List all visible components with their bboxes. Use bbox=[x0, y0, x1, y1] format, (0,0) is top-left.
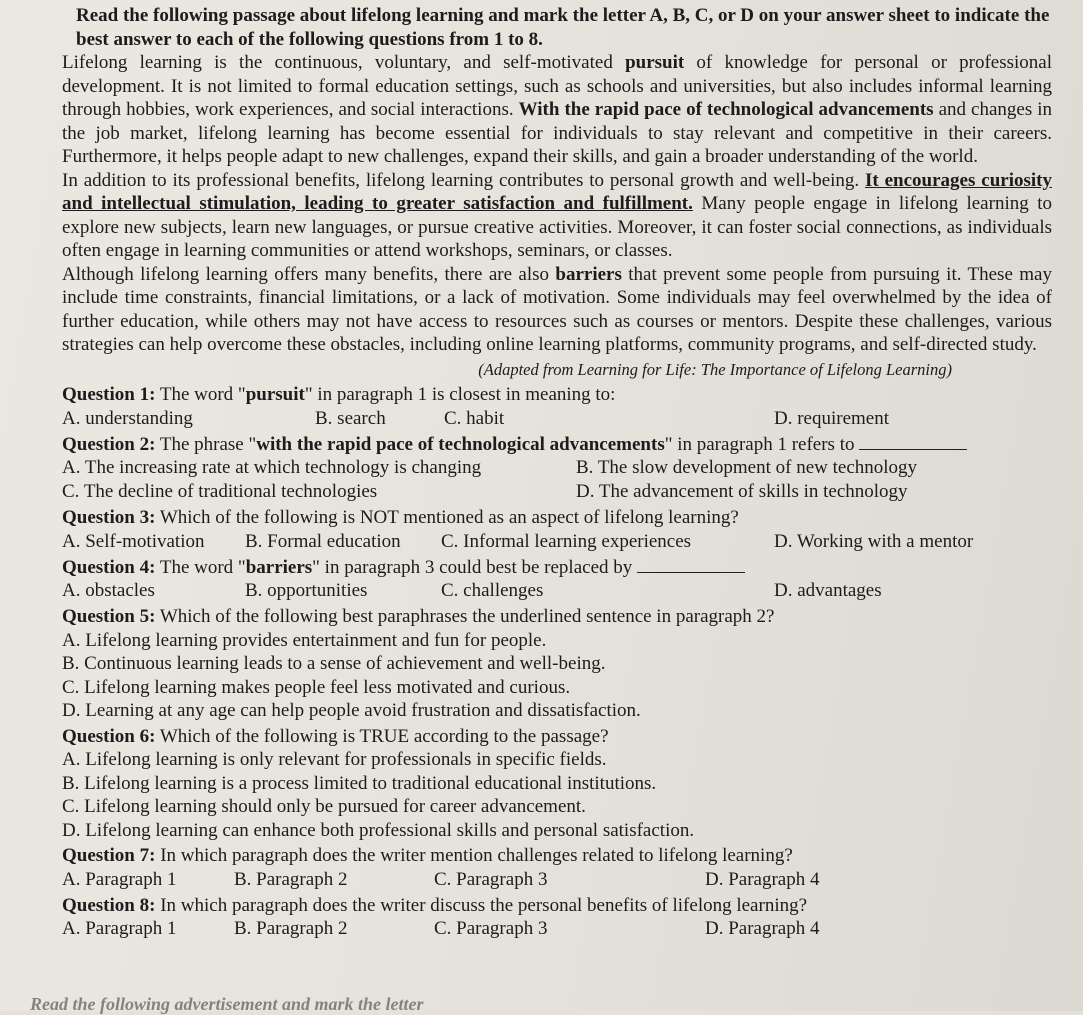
q4-bold: barriers bbox=[245, 556, 313, 578]
q8-options bbox=[62, 917, 1052, 941]
q5-option-c[interactable]: C. Lifelong learning makes people feel less motivated and curious. bbox=[62, 676, 571, 698]
q6-option-d[interactable]: D. Lifelong learning can enhance both professional skills and personal satisfaction. bbox=[62, 819, 695, 841]
q2-text-2: " in paragraph 1 refers to bbox=[664, 433, 860, 455]
q8-label: Question 8: bbox=[62, 894, 156, 916]
q3-text: Which of the following is NOT mentioned as an aspect of lifelong learning? bbox=[155, 507, 739, 528]
q7-options bbox=[62, 868, 1052, 892]
q2-option-b[interactable]: B. The slow development of new technology bbox=[576, 457, 918, 478]
q3-label: Question 3: bbox=[62, 507, 156, 528]
q1-option-a[interactable]: A. understanding bbox=[62, 407, 193, 429]
q2-blank bbox=[859, 433, 967, 450]
q3-options bbox=[62, 530, 1052, 554]
q6-text: Which of the following is TRUE according to the passage? bbox=[155, 725, 609, 747]
q4-blank bbox=[637, 556, 745, 573]
q2-option-a[interactable]: A. The increasing rate at which technology is changing bbox=[62, 457, 482, 478]
q8-option-d[interactable]: D. Paragraph 4 bbox=[705, 918, 820, 939]
q3-option-d[interactable]: D. Working with a mentor bbox=[774, 530, 974, 552]
paragraph-1 bbox=[62, 51, 1052, 169]
q7-text: In which paragraph does the writer mention challenges related to lifelong learning? bbox=[155, 845, 793, 866]
p1-text-2: of knowledge for personal or professional development. It is not limited to formal education settings, such as schools and universities, but also includes informal learning through hobbies, work experiences, and social interactions. bbox=[62, 52, 1052, 120]
q6-option-a[interactable]: A. Lifelong learning is only relevant for professionals in specific fields. bbox=[62, 749, 607, 770]
q5-label: Question 5: bbox=[62, 606, 156, 627]
question-5 bbox=[62, 605, 1052, 629]
paragraph-3 bbox=[62, 263, 1052, 357]
q8-option-c[interactable]: C. Paragraph 3 bbox=[434, 918, 548, 939]
question-4 bbox=[62, 556, 1052, 580]
q1-label: Question 1: bbox=[62, 384, 156, 405]
q3-option-b[interactable]: B. Formal education bbox=[245, 530, 401, 552]
q4-option-c[interactable]: C. challenges bbox=[441, 580, 544, 601]
p1-text-3: and changes in the job market, lifelong learning has become essential for individuals to stay relevant and competitive in their careers. Furthermore, it helps people adapt to new challenges, expand their skills, and gain a broader understanding of the world. bbox=[62, 99, 1053, 167]
q4-option-a[interactable]: A. obstacles bbox=[62, 580, 155, 601]
q7-option-c[interactable]: C. Paragraph 3 bbox=[434, 868, 548, 890]
q4-option-d[interactable]: D. advantages bbox=[774, 580, 882, 601]
q5-option-a[interactable]: A. Lifelong learning provides entertainment and fun for people. bbox=[62, 629, 547, 651]
question-7 bbox=[62, 844, 1052, 868]
q1-option-c[interactable]: C. habit bbox=[444, 407, 505, 429]
source-citation: (Adapted from Learning for Life: The Importance of Lifelong Learning) bbox=[478, 359, 952, 379]
q6-option-c[interactable]: C. Lifelong learning should only be pursued for career advancement. bbox=[62, 796, 586, 817]
p3-text: Although lifelong learning offers many benefits, there are also bbox=[62, 263, 556, 285]
instructions: Read the following passage about lifelong learning and mark the letter A, B, C, or D on your answer sheet to indicate the best answer to each of the following questions from 1 to 8. bbox=[76, 5, 1050, 50]
document-body bbox=[62, 4, 1052, 941]
q3-option-a[interactable]: A. Self-motivation bbox=[62, 530, 205, 552]
q1-bold: pursuit bbox=[245, 384, 305, 405]
p1-bold-phrase: With the rapid pace of technological advancements bbox=[518, 99, 934, 120]
q3-option-c[interactable]: C. Informal learning experiences bbox=[441, 530, 692, 552]
q5-option-b[interactable]: B. Continuous learning leads to a sense of achievement and well-being. bbox=[62, 653, 606, 674]
q1-text-2: " in paragraph 1 is closest in meaning to: bbox=[304, 384, 616, 405]
question-2 bbox=[62, 433, 1052, 457]
p2-underlined-sentence: It encourages curiosity and intellectual stimulation, leading to greater satisfaction and fulfillment. bbox=[62, 169, 1052, 214]
q7-option-b[interactable]: B. Paragraph 2 bbox=[234, 868, 348, 890]
paragraph-2 bbox=[62, 169, 1052, 263]
question-3 bbox=[62, 506, 1052, 530]
p3-bold-barriers: barriers bbox=[555, 263, 622, 285]
p2-text-2: Many people engage in lifelong learning to explore new subjects, learn new languages, or pursue creative activities. Moreover, it can foster social connections, as individuals often engage in learning communities or attend workshops, seminars, or classes. bbox=[62, 193, 1052, 261]
q8-option-b[interactable]: B. Paragraph 2 bbox=[234, 918, 348, 939]
p1-bold-pursuit: pursuit bbox=[625, 52, 685, 73]
q4-text-2: " in paragraph 3 could best be replaced by bbox=[312, 556, 637, 578]
q2-bold: with the rapid pace of technological advancements bbox=[256, 433, 665, 455]
q1-text: The word " bbox=[155, 384, 246, 405]
q4-options bbox=[62, 579, 1052, 603]
q8-text: In which paragraph does the writer discuss the personal benefits of lifelong learning? bbox=[155, 894, 808, 916]
q6-option-b[interactable]: B. Lifelong learning is a process limited to traditional educational institutions. bbox=[62, 772, 657, 794]
q2-text: The phrase " bbox=[155, 433, 257, 455]
next-section-heading-cutoff: Read the following advertisement and mark the letter bbox=[30, 994, 424, 1014]
q4-label: Question 4: bbox=[62, 556, 156, 578]
p1-text: Lifelong learning is the continuous, voluntary, and self-motivated bbox=[62, 52, 626, 73]
q6-label: Question 6: bbox=[62, 725, 156, 747]
q1-options bbox=[62, 407, 1052, 431]
q5-text: Which of the following best paraphrases the underlined sentence in paragraph 2? bbox=[155, 606, 775, 627]
q4-text: The word " bbox=[155, 556, 246, 578]
q5-option-d[interactable]: D. Learning at any age can help people avoid frustration and dissatisfaction. bbox=[62, 700, 641, 721]
q1-option-b[interactable]: B. search bbox=[315, 407, 386, 429]
q2-option-c[interactable]: C. The decline of traditional technologies bbox=[62, 481, 378, 502]
q2-options-row1 bbox=[62, 456, 1052, 480]
q8-option-a[interactable]: A. Paragraph 1 bbox=[62, 918, 177, 939]
question-6 bbox=[62, 725, 1052, 749]
q4-option-b[interactable]: B. opportunities bbox=[245, 580, 368, 601]
question-8 bbox=[62, 894, 1052, 918]
q7-label: Question 7: bbox=[62, 845, 156, 866]
question-1 bbox=[62, 383, 1052, 407]
p3-text-2: that prevent some people from pursuing it. These may include time constraints, financial limitations, or a lack of motivation. Some individuals may feel overwhelmed by the idea of further education, while others may not have access to resources such as courses or mentors. Despite these challenges, various strategies can help overcome these obstacles, including online learning platforms, community programs, and self-directed study. bbox=[62, 263, 1052, 355]
q2-label: Question 2: bbox=[62, 433, 156, 455]
q1-option-d[interactable]: D. requirement bbox=[774, 407, 890, 429]
p2-text: In addition to its professional benefits, lifelong learning contributes to personal growth and well-being. bbox=[62, 169, 866, 191]
q7-option-d[interactable]: D. Paragraph 4 bbox=[705, 868, 820, 890]
q2-options-row2 bbox=[62, 480, 1052, 504]
q2-option-d[interactable]: D. The advancement of skills in technology bbox=[576, 481, 908, 502]
q7-option-a[interactable]: A. Paragraph 1 bbox=[62, 868, 177, 890]
